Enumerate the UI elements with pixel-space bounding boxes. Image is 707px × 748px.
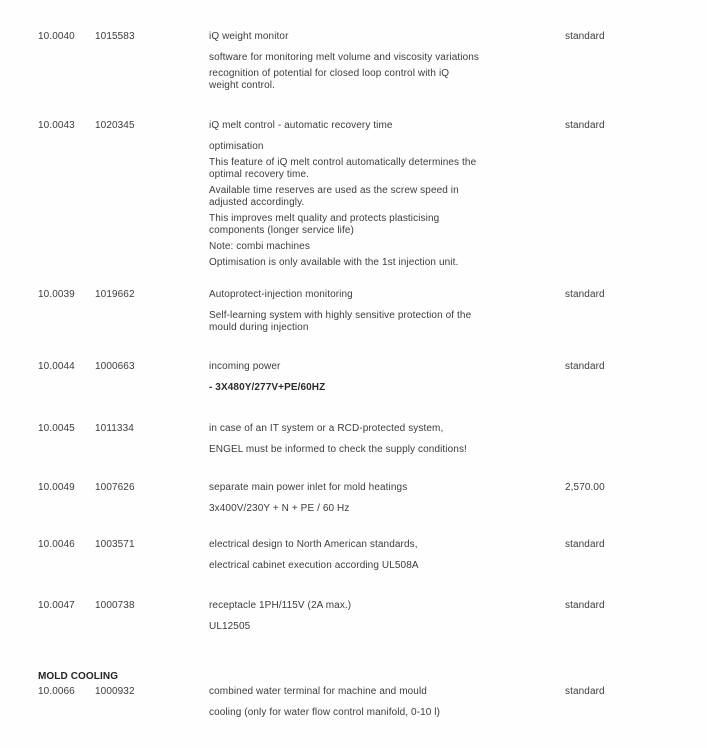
description-cell	[209, 539, 509, 576]
description-line: ENGEL must be informed to check the supply conditions!	[209, 444, 467, 455]
description-body	[209, 707, 509, 719]
description-title: iQ weight monitor	[209, 31, 289, 42]
description-line: 3x400V/230Y + N + PE / 60 Hz	[209, 503, 350, 514]
part-number: 1000663	[95, 361, 135, 372]
part-number: 1007626	[95, 482, 135, 493]
part-number: 1019662	[95, 289, 135, 300]
value-cell: standard	[565, 539, 605, 550]
description-line: Optimisation is only available with the 1st injection unit.	[209, 257, 459, 268]
part-number: 1000932	[95, 686, 135, 697]
item-number: 10.0047	[38, 600, 75, 611]
description-title: receptacle 1PH/115V (2A max.)	[209, 600, 352, 611]
description-line: This feature of iQ melt control automatically determines the	[209, 157, 477, 168]
description-paragraph	[209, 141, 509, 153]
description-title: incoming power	[209, 361, 281, 372]
description-line: - 3X480Y/277V+PE/60HZ	[209, 382, 326, 393]
description-body	[209, 560, 509, 572]
description-line: Self-learning system with highly sensitive protection of the	[209, 310, 472, 321]
description-line: cooling (only for water flow control manifold, 0-10 l)	[209, 707, 441, 718]
description-paragraph	[209, 68, 509, 92]
description-line: This improves melt quality and protects plasticising	[209, 213, 440, 224]
value-cell: standard	[565, 31, 605, 42]
value-cell: standard	[565, 686, 605, 697]
value-cell: standard	[565, 289, 605, 300]
value-cell: standard	[565, 600, 605, 611]
value-cell: standard	[565, 120, 605, 131]
description-cell	[209, 423, 509, 460]
description-paragraph	[209, 185, 509, 209]
description-line: components (longer service life)	[209, 225, 354, 236]
description-line: UL12505	[209, 621, 251, 632]
description-line: Available time reserves are used as the screw speed in	[209, 185, 459, 196]
part-number: 1020345	[95, 120, 135, 131]
description-paragraph	[209, 444, 509, 456]
description-title: iQ melt control - automatic recovery time	[209, 120, 393, 131]
description-line: recognition of potential for closed loop control with iQ	[209, 68, 450, 79]
description-line: adjusted accordingly.	[209, 197, 305, 208]
item-number: 10.0045	[38, 423, 75, 434]
description-title: electrical design to North American standards,	[209, 539, 418, 550]
item-number: 10.0043	[38, 120, 75, 131]
description-line: optimal recovery time.	[209, 169, 310, 180]
description-paragraph	[209, 241, 509, 253]
description-paragraph	[209, 213, 509, 237]
description-paragraph	[209, 382, 509, 394]
description-body	[209, 382, 509, 394]
description-title: separate main power inlet for mold heatings	[209, 482, 408, 493]
description-cell	[209, 686, 509, 723]
value-cell: standard	[565, 361, 605, 372]
part-number: 1000738	[95, 600, 135, 611]
description-paragraph	[209, 503, 509, 515]
part-number: 1011334	[95, 423, 134, 434]
value-cell: 2,570.00	[565, 482, 605, 493]
description-body	[209, 621, 509, 633]
description-body	[209, 52, 509, 92]
description-cell	[209, 120, 509, 273]
section-heading-mold-cooling: MOLD COOLING	[38, 671, 119, 682]
description-paragraph	[209, 157, 509, 181]
description-cell	[209, 600, 509, 637]
description-line: Note: combi machines	[209, 241, 310, 252]
description-cell	[209, 361, 509, 398]
description-cell	[209, 289, 509, 338]
description-paragraph	[209, 52, 509, 64]
description-title: Autoprotect-injection monitoring	[209, 289, 353, 300]
description-paragraph	[209, 707, 509, 719]
description-paragraph	[209, 257, 509, 269]
description-line: electrical cabinet execution according UL508A	[209, 560, 419, 571]
description-paragraph	[209, 621, 509, 633]
item-number: 10.0046	[38, 539, 75, 550]
part-number: 1015583	[95, 31, 135, 42]
item-number: 10.0039	[38, 289, 75, 300]
description-line: optimisation	[209, 141, 264, 152]
description-title: in case of an IT system or a RCD-protected system,	[209, 423, 444, 434]
description-paragraph	[209, 560, 509, 572]
description-line: weight control.	[209, 80, 275, 91]
item-number: 10.0049	[38, 482, 75, 493]
item-number: 10.0040	[38, 31, 75, 42]
part-number: 1003571	[95, 539, 135, 550]
item-number: 10.0066	[38, 686, 75, 697]
description-line: software for monitoring melt volume and viscosity variations	[209, 52, 479, 63]
description-body	[209, 141, 509, 269]
item-number: 10.0044	[38, 361, 75, 372]
description-body	[209, 503, 509, 515]
description-paragraph	[209, 310, 509, 334]
description-title: combined water terminal for machine and mould	[209, 686, 427, 697]
description-body	[209, 310, 509, 334]
description-cell	[209, 482, 509, 519]
description-line: mould during injection	[209, 322, 309, 333]
description-body	[209, 444, 509, 456]
description-cell	[209, 31, 509, 96]
